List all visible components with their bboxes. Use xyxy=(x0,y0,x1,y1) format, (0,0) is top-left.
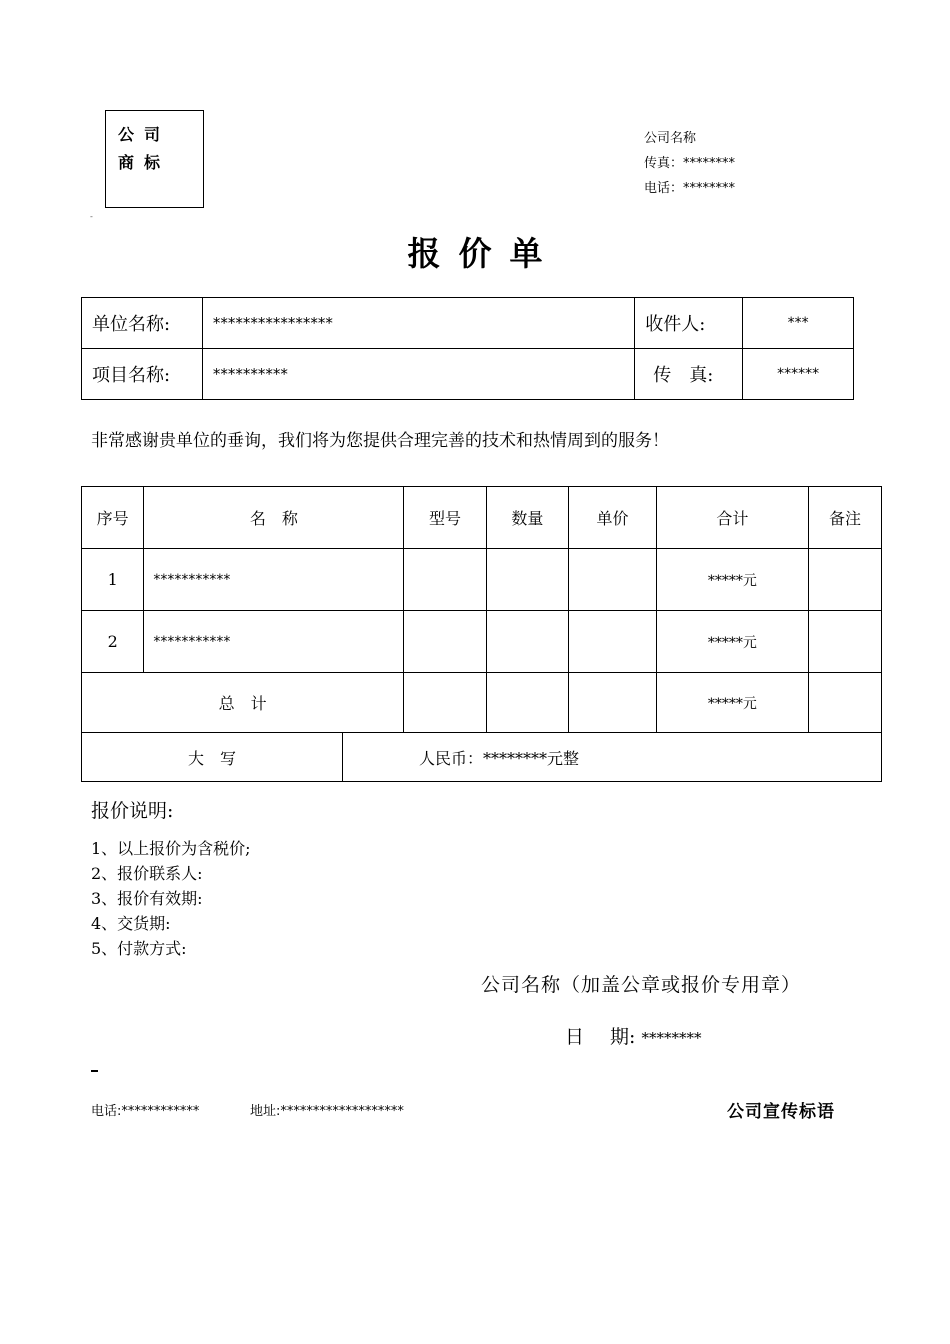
recipient-label: 收件人: xyxy=(635,298,743,349)
date-value: ******** xyxy=(641,1029,702,1047)
row-remark xyxy=(809,549,882,611)
notes-list xyxy=(91,836,251,961)
thanks-message: 非常感谢贵单位的垂询，我们将为您提供合理完善的技术和热情周到的服务！ xyxy=(91,431,669,451)
list-item: 4、交货期: xyxy=(91,914,171,933)
table-row xyxy=(82,549,882,611)
row-model xyxy=(404,549,486,611)
client-fax-label: 传 真: xyxy=(635,349,743,400)
header-remark: 备注 xyxy=(809,487,882,549)
row-price xyxy=(569,549,657,611)
row-name: *********** xyxy=(144,549,404,611)
header-no: 序号 xyxy=(82,487,144,549)
company-logo-placeholder xyxy=(105,110,204,208)
row-model xyxy=(404,611,486,673)
row-name: *********** xyxy=(144,611,404,673)
signature-company: 公司名称（加盖公章或报价专用章） xyxy=(481,974,802,996)
list-item: 2、报价联系人: xyxy=(91,864,203,883)
sum-model xyxy=(404,673,486,733)
sum-label: 总 计 xyxy=(82,673,404,733)
table-sum-row xyxy=(82,673,882,733)
table-capital-row xyxy=(82,733,882,782)
date-label-2: 期: xyxy=(610,1026,636,1048)
company-fax: 传真：******** xyxy=(644,156,736,171)
notes-title: 报价说明: xyxy=(91,800,174,822)
date-label-1: 日 xyxy=(565,1026,585,1048)
footer-phone: 电话:************ xyxy=(91,1104,200,1119)
capital-label: 大 写 xyxy=(82,733,343,782)
client-row-project xyxy=(82,349,854,400)
sum-price xyxy=(569,673,657,733)
row-price xyxy=(569,611,657,673)
sum-qty xyxy=(486,673,568,733)
project-value: ********** xyxy=(202,349,634,400)
row-total: *****元 xyxy=(656,549,808,611)
header-name: 名 称 xyxy=(144,487,404,549)
table-header-row xyxy=(82,487,882,549)
company-info xyxy=(644,126,735,201)
footer-dash-mark xyxy=(91,1070,98,1072)
client-row-unit xyxy=(82,298,854,349)
capital-value: 人民币：********元整 xyxy=(343,733,882,782)
company-name: 公司名称 xyxy=(644,131,697,146)
table-row xyxy=(82,611,882,673)
row-qty xyxy=(486,549,568,611)
company-slogan: 公司宣传标语 xyxy=(727,1102,835,1122)
recipient-value: *** xyxy=(743,298,854,349)
header-qty: 数量 xyxy=(486,487,568,549)
header-tick-mark: - xyxy=(90,212,93,221)
row-remark xyxy=(809,611,882,673)
client-fax-value: ****** xyxy=(743,349,854,400)
header-price: 单价 xyxy=(569,487,657,549)
unit-value: **************** xyxy=(202,298,634,349)
logo-text: 公司商标 xyxy=(118,125,171,172)
header-total: 合计 xyxy=(656,487,808,549)
list-item: 3、报价有效期: xyxy=(91,889,203,908)
row-qty xyxy=(486,611,568,673)
signature-date xyxy=(565,1022,701,1049)
unit-label: 单位名称: xyxy=(82,298,203,349)
header-model: 型号 xyxy=(404,487,486,549)
project-label: 项目名称: xyxy=(82,349,203,400)
client-info-table xyxy=(81,297,854,400)
page-title: 报价单 xyxy=(407,234,561,273)
list-item: 1、以上报价为含税价; xyxy=(91,839,251,858)
row-no: 2 xyxy=(82,611,144,673)
sum-remark xyxy=(809,673,882,733)
row-no: 1 xyxy=(82,549,144,611)
footer-address: 地址:******************* xyxy=(250,1104,404,1119)
list-item: 5、付款方式: xyxy=(91,939,187,958)
sum-total: *****元 xyxy=(656,673,808,733)
company-phone: 电话：******** xyxy=(644,181,736,196)
row-total: *****元 xyxy=(656,611,808,673)
quote-items-table xyxy=(81,486,882,782)
